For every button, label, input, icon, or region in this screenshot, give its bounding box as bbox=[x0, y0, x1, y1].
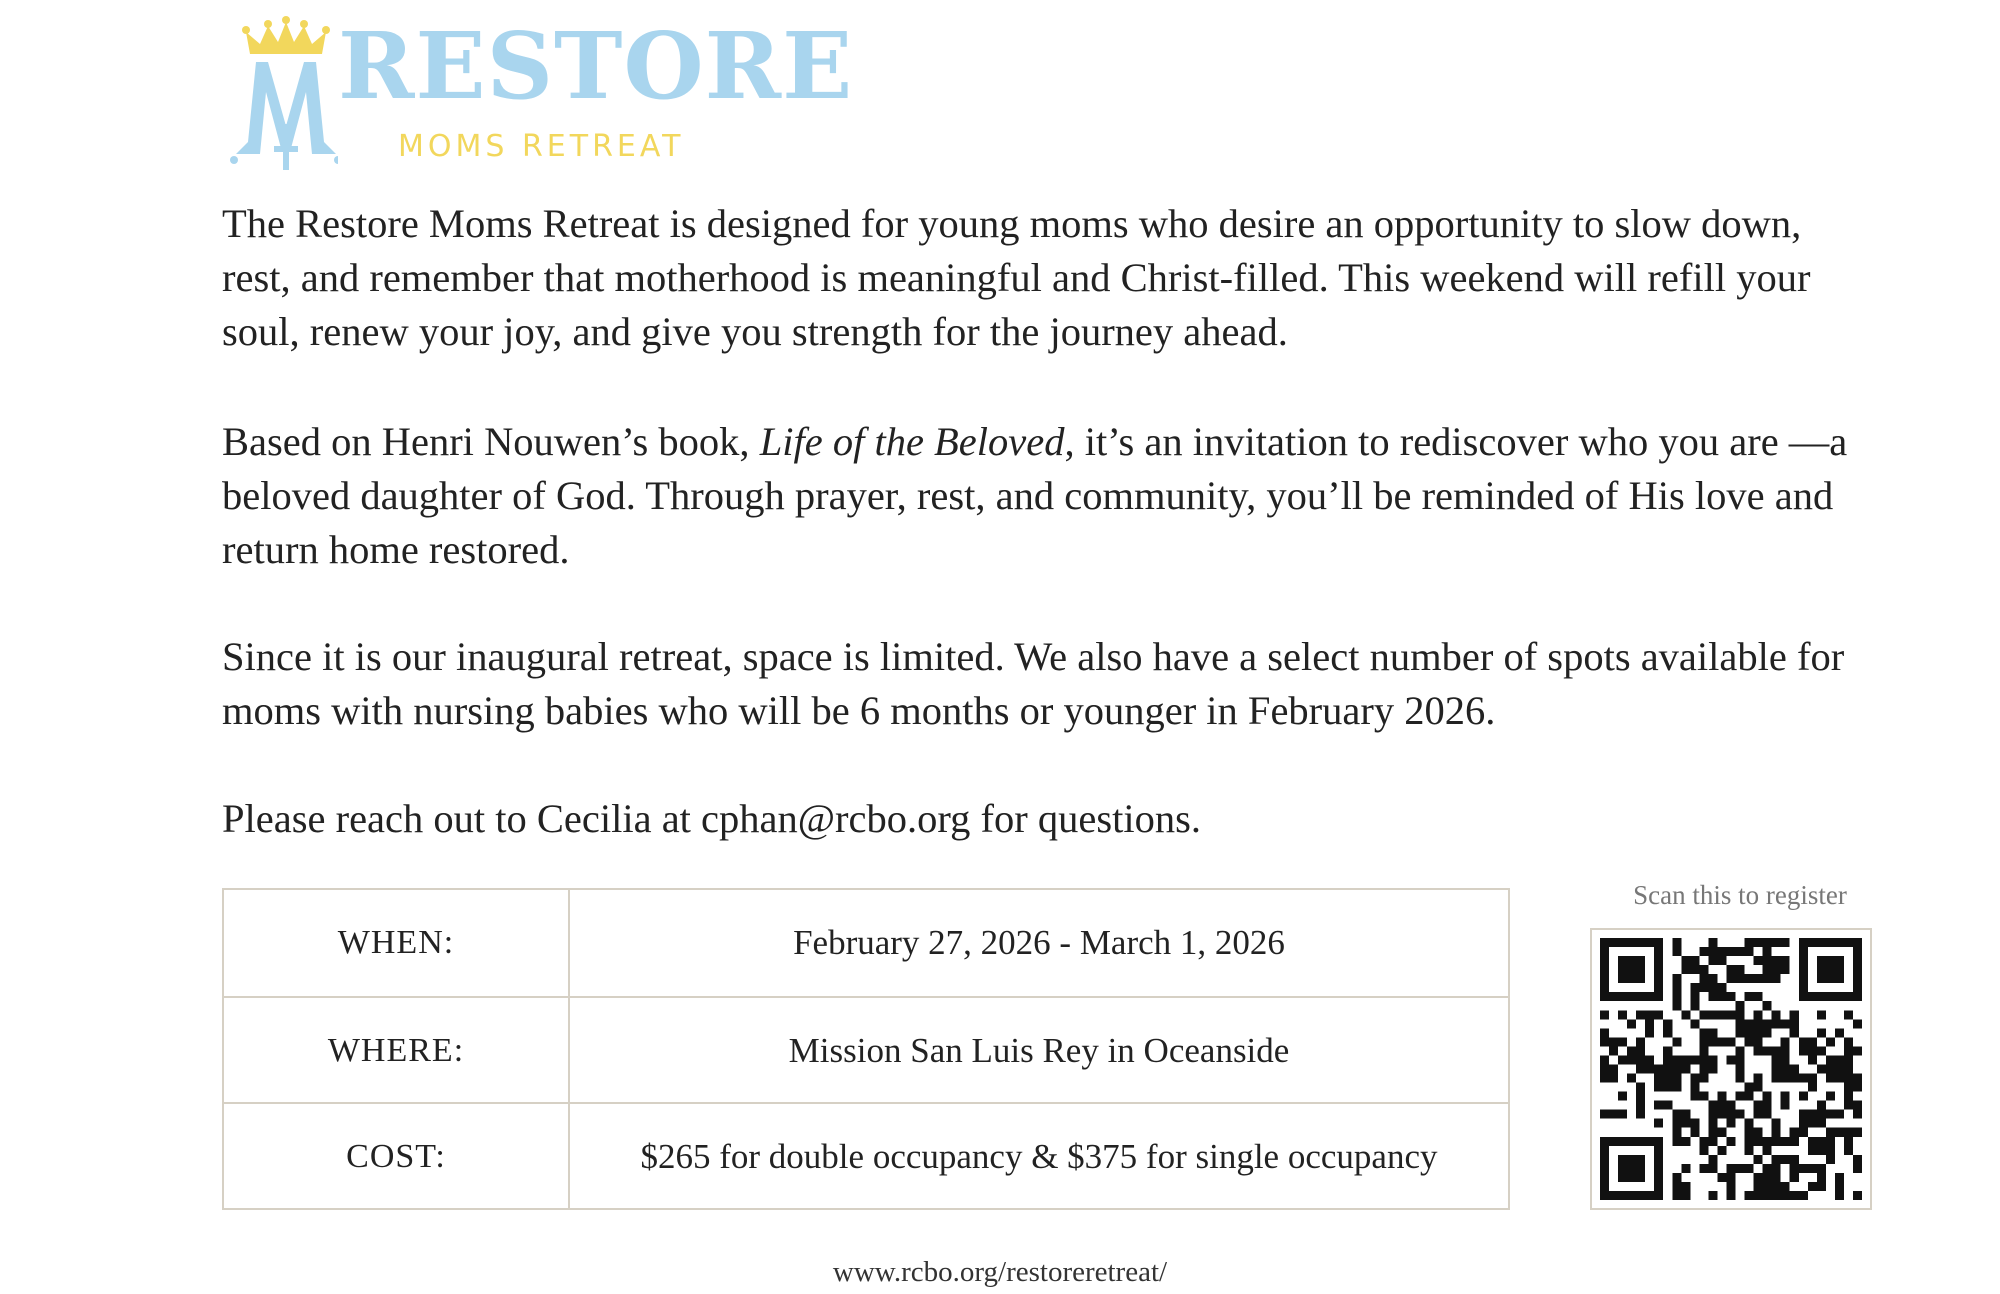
where-label: WHERE: bbox=[224, 998, 570, 1104]
book-title: Life of the Beloved bbox=[759, 419, 1065, 464]
crowned-m-monogram-icon bbox=[228, 14, 338, 174]
scan-label: Scan this to register bbox=[1633, 880, 1847, 910]
cost-value: $265 for double occupancy & $375 for single occupancy bbox=[640, 1137, 1438, 1176]
contact-paragraph: Please reach out to Cecilia at cphan@rcbo.org for questions. bbox=[222, 796, 1202, 841]
logo-title: RESTORE bbox=[338, 12, 854, 120]
footer-url[interactable]: www.rcbo.org/restoreretreat/ bbox=[832, 1256, 1168, 1288]
qr-code-icon bbox=[1600, 938, 1862, 1200]
qr-code[interactable] bbox=[1590, 928, 1872, 1210]
when-value: February 27, 2026 - March 1, 2026 bbox=[793, 923, 1285, 962]
details-row-where bbox=[224, 996, 1508, 1104]
details-row-cost bbox=[224, 1102, 1508, 1210]
details-row-when bbox=[224, 890, 1508, 996]
book-paragraph-end: , it’s an invitation to rediscover who you are —a beloved daughter of God. Through prayer, rest, and community, you’ll be reminded of His love and return home restored. bbox=[222, 419, 1848, 572]
when-label: WHEN: bbox=[224, 890, 570, 996]
where-value: Mission San Luis Rey in Oceanside bbox=[788, 1031, 1290, 1070]
cost-label: COST: bbox=[224, 1104, 570, 1210]
book-paragraph-start: Based on Henri Nouwen’s book, bbox=[222, 419, 760, 464]
logo bbox=[228, 12, 854, 174]
book-paragraph bbox=[222, 415, 1862, 577]
logo-subtitle: MOMS RETREAT bbox=[398, 129, 685, 164]
details-table bbox=[222, 888, 1510, 1210]
intro-paragraph: The Restore Moms Retreat is designed for young moms who desire an opportunity to slow down, rest, and remember that motherhood is meaningful and Christ-filled. This weekend will refill your soul, renew your joy, and give you strength for the journey ahead. bbox=[222, 201, 1811, 354]
availability-paragraph: Since it is our inaugural retreat, space is limited. We also have a select number of spots available for moms with nursing babies who will be 6 months or younger in February 2026. bbox=[222, 634, 1845, 733]
